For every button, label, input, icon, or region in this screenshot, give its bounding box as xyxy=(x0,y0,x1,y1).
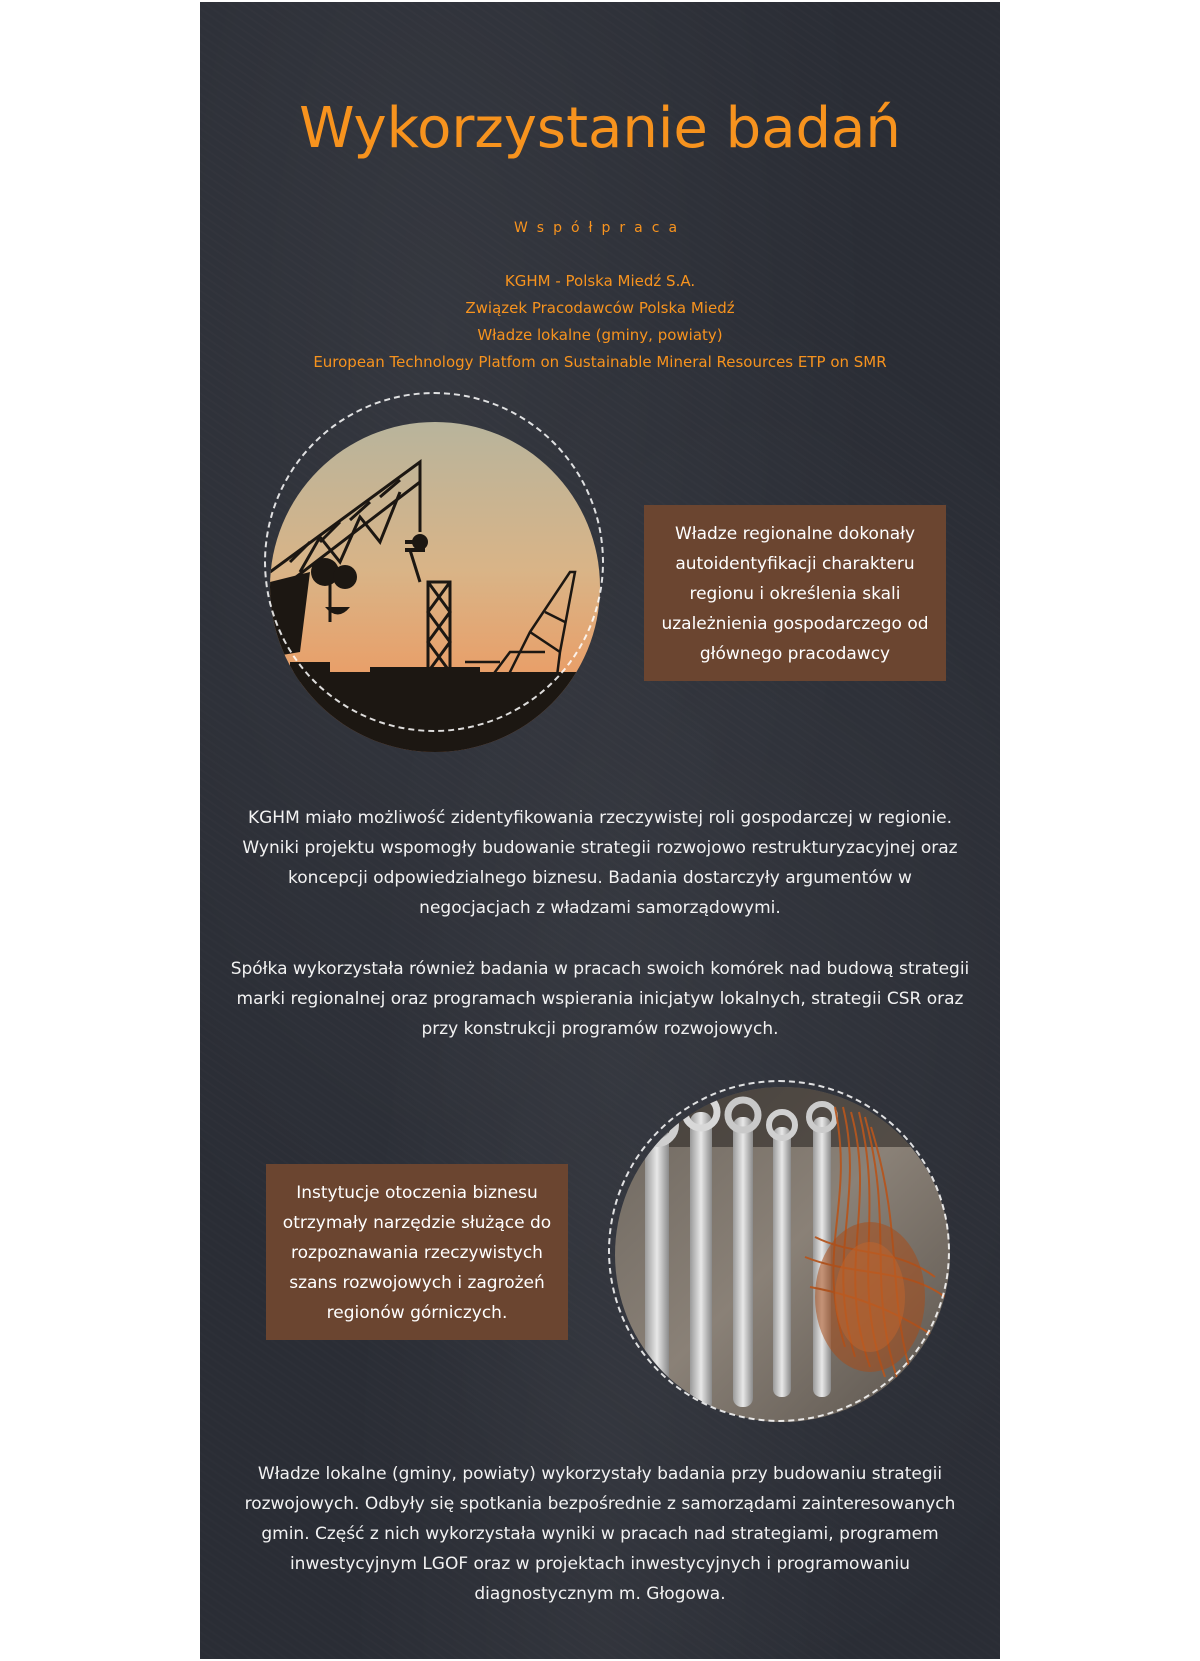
kghm-paragraph: KGHM miało możliwość zidentyfikowania rzeczywistej roli gospodarczej w regionie. Wyniki projektu wspomogły budowanie strategii rozwojowo restrukturyzacyjnej oraz koncepcji odpowiedzialnego biznesu. Badania dostarczyły argumentów w negocjacjach z władzami samorządowymi. xyxy=(242,808,958,918)
partner-item: Władze lokalne (gminy, powiaty) xyxy=(477,326,723,344)
section-subtitle: Współpraca xyxy=(513,220,687,236)
partner-item: Związek Pracodawców Polska Miedź xyxy=(465,299,735,317)
regional-authorities-box: Władze regionalne dokonały autoidentyfikacji charakteru regionu i określenia skali uzależnienia gospodarczego od głównego pracodawcy xyxy=(644,505,946,681)
cranes-photo-ring xyxy=(264,392,604,732)
local-authorities-paragraph: Władze lokalne (gminy, powiaty) wykorzystały badania przy budowaniu strategii rozwojowych. Odbyły się spotkania bezpośrednie z samorządami zainteresowanych gmin. Część z nich wykorzystała wyniki w pracach nad strategiami, programem inwestycyjnym LGOF oraz w projektach inwestycyjnych i programowaniu diagnostycznym m. Głogowa. xyxy=(244,1464,956,1604)
partner-item: European Technology Platfom on Sustainable Mineral Resources ETP on SMR xyxy=(313,353,887,371)
infographic-page xyxy=(200,2,1000,1659)
partners-list xyxy=(200,268,1000,376)
tools-photo-ring xyxy=(608,1080,950,1422)
business-institutions-box: Instytucje otoczenia biznesu otrzymały narzędzie służące do rozpoznawania rzeczywistych szans rozwojowych i zagrożeń regionów górniczych. xyxy=(266,1164,568,1340)
partner-item: KGHM - Polska Miedź S.A. xyxy=(504,272,696,290)
company-paragraph: Spółka wykorzystała również badania w pracach swoich komórek nad budową strategii marki regionalnej oraz programach wspierania inicjatyw lokalnych, strategii CSR oraz przy konstrukcji programów rozwojowych. xyxy=(230,959,970,1039)
page-title: Wykorzystanie badań xyxy=(299,96,901,161)
